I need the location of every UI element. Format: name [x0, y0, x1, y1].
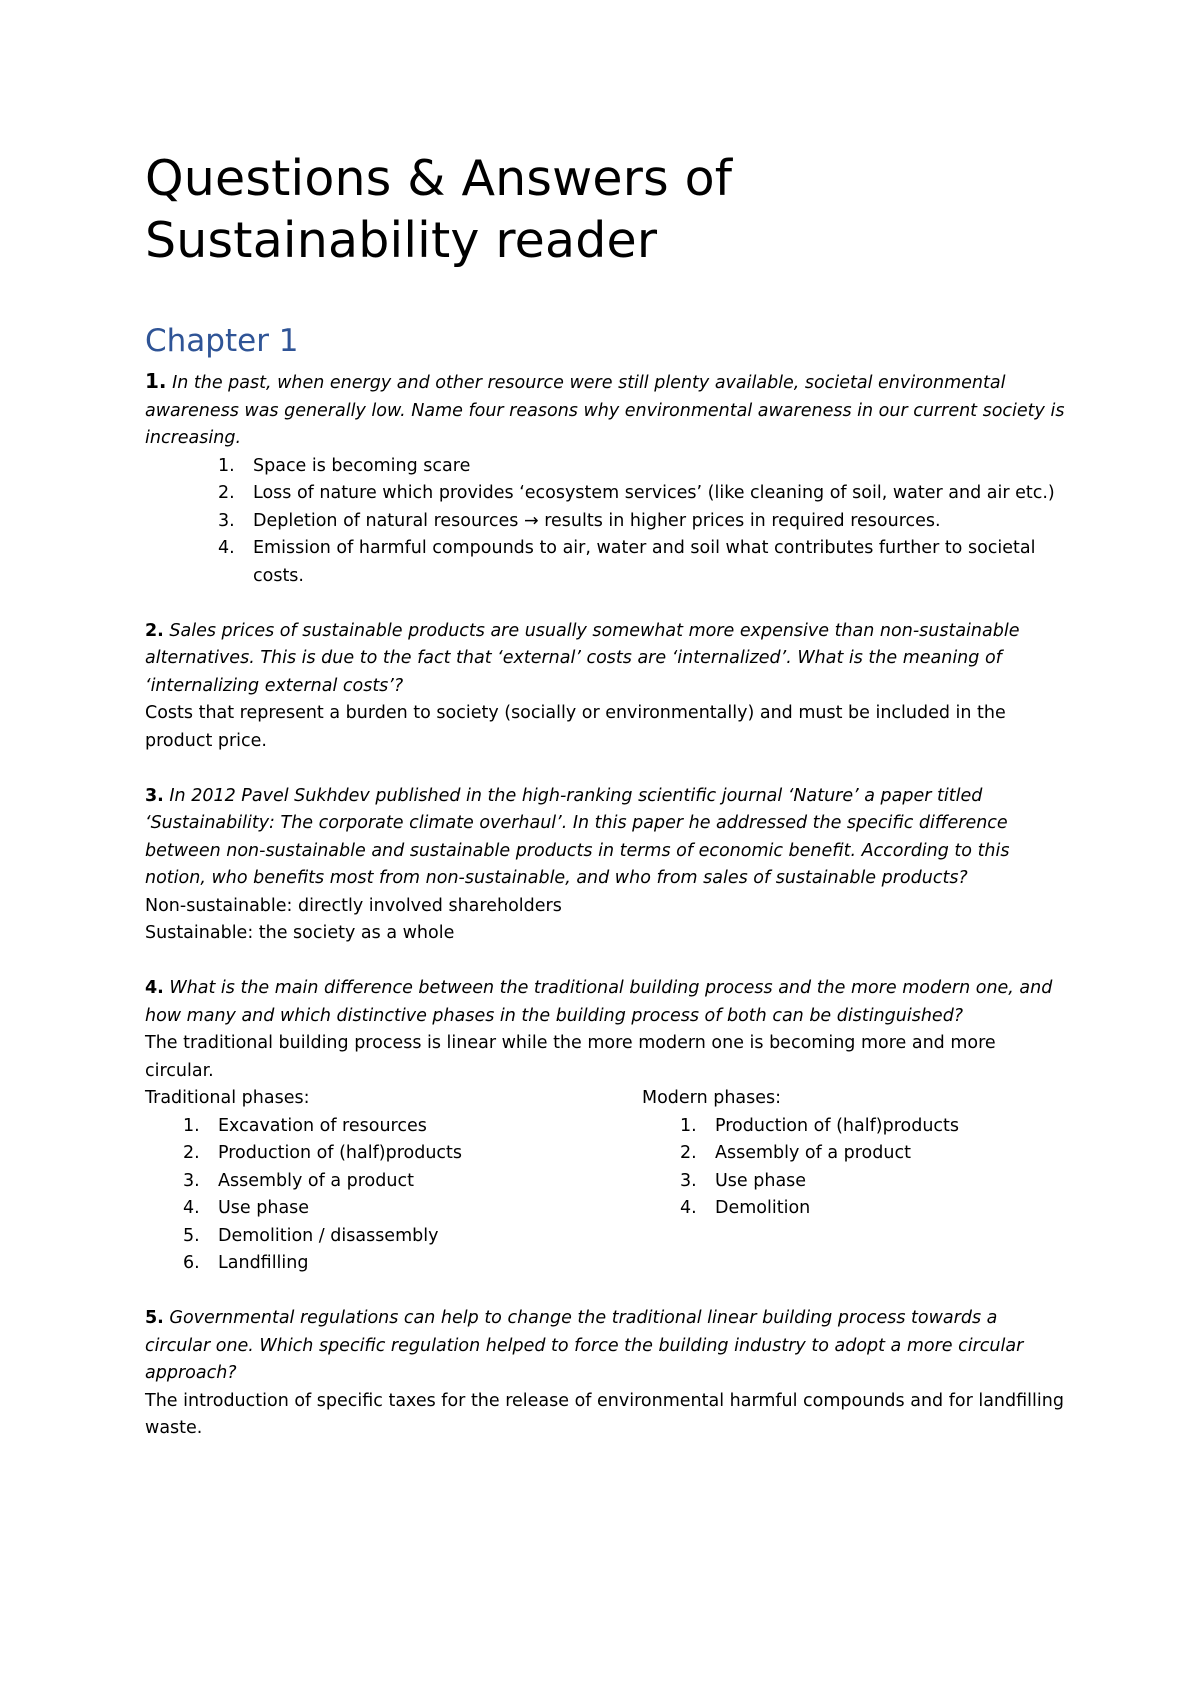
- list-item: 3. Depletion of natural resources → results in higher prices in required resources.: [218, 510, 941, 531]
- chapter-heading: Chapter 1: [145, 323, 299, 359]
- question-5-answer: The introduction of specific taxes for the release of environmental harmful compounds and for landfilling waste.: [145, 1390, 1064, 1438]
- question-5-text: Governmental regulations can help to change the traditional linear building process towards a circular one. Which specific regulation helped to force the building industry to adopt a more circular approach?: [145, 1308, 1024, 1383]
- question-3-answer-1: Non-sustainable: directly involved shareholders: [145, 895, 562, 916]
- question-5: [145, 1305, 1065, 1388]
- question-2-text: Sales prices of sustainable products are usually somewhat more expensive than non-sustainable alternatives. This is due to the fact that ‘external’ costs are ‘internalized’. What is the meaning of ‘internalizing external costs’?: [145, 620, 1020, 696]
- document-page: [145, 148, 1065, 1443]
- list-item: 4. Emission of harmful compounds to air, water and soil what contributes further to societal costs.: [218, 538, 1036, 586]
- list-item: 3. Use phase: [680, 1170, 807, 1191]
- phases-columns: [145, 1085, 1065, 1278]
- list-item: 5. Demolition / disassembly: [183, 1225, 439, 1246]
- question-3-number: 3.: [145, 785, 164, 806]
- title-line-1: Questions & Answers of: [145, 150, 733, 207]
- question-5-number: 5.: [145, 1308, 164, 1328]
- question-4-answer: The traditional building process is linear while the more modern one is becoming more and more circular.: [145, 1033, 996, 1081]
- modern-phases-label: Modern phases:: [642, 1088, 782, 1108]
- traditional-phases-label: Traditional phases:: [145, 1088, 310, 1108]
- question-2: [145, 618, 1065, 701]
- list-item: 2. Production of (half)products: [183, 1143, 463, 1163]
- list-item: 6. Landfilling: [183, 1253, 309, 1273]
- question-4-text: What is the main difference between the traditional building process and the more modern one, and how many and which distinctive phases in the building process of both can be distinguished?: [145, 978, 1053, 1026]
- question-2-answer: Costs that represent a burden to society (socially or environmentally) and must be included in the product price.: [145, 703, 1006, 751]
- traditional-phases-list: [145, 1113, 642, 1278]
- title-line-2: Sustainability reader: [145, 212, 658, 269]
- modern-phases-list: [642, 1113, 1062, 1223]
- question-2-number: 2.: [145, 620, 164, 641]
- question-1: [145, 368, 1065, 453]
- question-1-text: In the past, when energy and other resource were still plenty available, societal environmental awareness was generally low. Name four reasons why environmental awareness in our current society is increasing.: [145, 373, 1065, 448]
- list-item: 4. Demolition: [680, 1198, 811, 1218]
- list-item: 2. Loss of nature which provides ‘ecosystem services’ (like cleaning of soil, water and air etc.): [218, 483, 1055, 503]
- document-title: [145, 148, 1065, 272]
- list-item: 1. Space is becoming scare: [218, 455, 471, 476]
- traditional-phases: [145, 1085, 642, 1278]
- modern-phases: [642, 1085, 1062, 1278]
- question-4-number: 4.: [145, 978, 164, 998]
- question-1-number: 1.: [145, 369, 167, 393]
- question-3-text: In 2012 Pavel Sukhdev published in the high-ranking scientific journal ‘Nature’ a paper titled ‘Sustainability: The corporate climate overhaul’. In this paper he addressed the specific difference between non-sustainable and sustainable products in terms of economic benefit. According to this notion, who benefits most from non-sustainable, and who from sales of sustainable products?: [145, 785, 1010, 888]
- list-item: 4. Use phase: [183, 1198, 310, 1218]
- question-3-answer-2: Sustainable: the society as a whole: [145, 923, 455, 943]
- question-3: [145, 783, 1065, 893]
- list-item: 3. Assembly of a product: [183, 1170, 414, 1191]
- list-item: 2. Assembly of a product: [680, 1143, 911, 1163]
- list-item: 1. Production of (half)products: [680, 1115, 960, 1136]
- question-1-answer-list: [145, 453, 1065, 591]
- question-4: [145, 975, 1065, 1030]
- list-item: 1. Excavation of resources: [183, 1115, 427, 1136]
